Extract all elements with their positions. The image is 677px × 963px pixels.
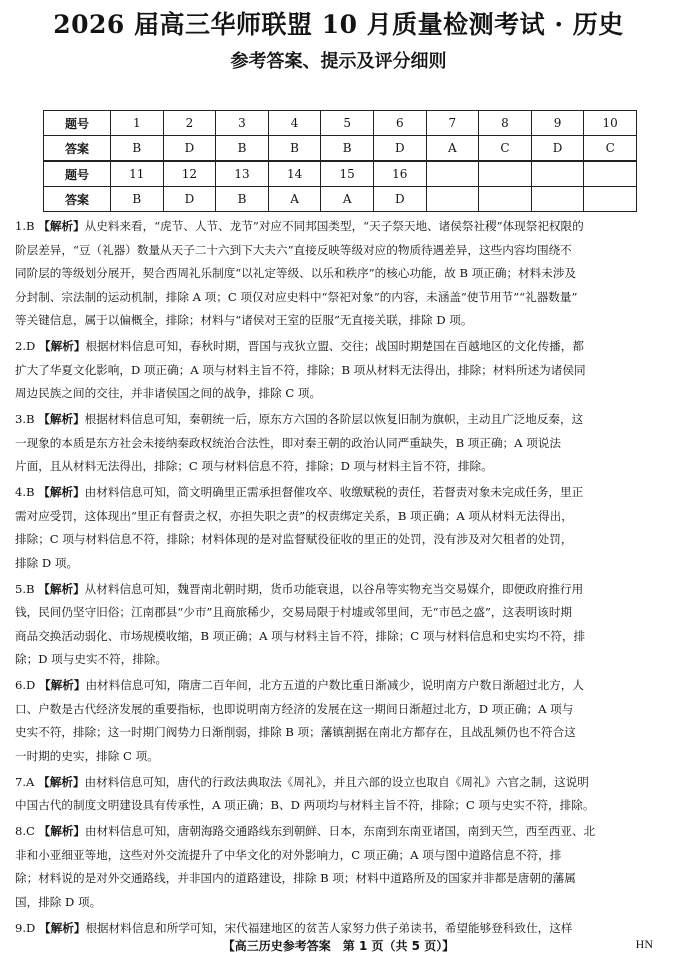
analysis-tag: 【解析】: [39, 339, 86, 353]
analysis-tag: 【解析】: [38, 774, 85, 789]
analysis-tag: 【解析】: [39, 920, 86, 935]
question-answer-prefix: 7.A: [15, 774, 35, 789]
answer-cell: D: [163, 187, 216, 212]
question-answer-prefix: 5.B: [15, 581, 35, 596]
explanation-text: 周边民族之间的交往，并非诸侯国之间的战争，排除 C 项。: [15, 386, 322, 400]
row-header-answer: 答案: [44, 187, 111, 212]
question-number-cell: 11: [111, 161, 164, 187]
question-number-cell: 5: [321, 111, 374, 136]
explanation-line: [15, 455, 653, 479]
answer-cell: A: [426, 136, 479, 162]
answer-cell: [584, 187, 637, 212]
page-footer: 【高三历史参考答案 第 1 页（共 5 页）】: [222, 939, 455, 953]
analysis-tag: 【解析】: [38, 485, 85, 499]
explanation-text: 国，排除 D 项。: [15, 894, 102, 909]
explanation-line: [15, 432, 653, 456]
explanation-item: [15, 215, 653, 333]
explanation-text: 商品交换活动弱化、市场规模收缩，B 项正确；A 项与材料主旨不符，排除；C 项与材料信息和史实均不符，排: [15, 628, 586, 643]
answer-cell: B: [216, 136, 269, 162]
explanation-line: [15, 648, 653, 672]
answer-table-answer-row: [44, 187, 637, 212]
analysis-tag: 【解析】: [38, 824, 86, 838]
question-answer-prefix: 4.B: [15, 485, 35, 499]
analysis-tag: 【解析】: [38, 219, 85, 233]
analysis-tag: 【解析】: [38, 412, 85, 426]
explanation-text: 一现象的本质是东方社会未接纳秦政权统治合法性，即对秦王朝的政治认同严重缺失，B 项正确；A 项说法: [15, 435, 561, 450]
question-number-cell: [531, 161, 584, 187]
question-number-cell: 8: [479, 111, 532, 136]
analysis-tag: 【解析】: [38, 581, 85, 596]
answer-cell: B: [216, 187, 269, 212]
explanation-line: [15, 745, 653, 769]
question-number-cell: [479, 161, 532, 187]
explanation-text: 同阶层的等级划分展开，契合西周礼乐制度“以礼定等级、以乐和秩序”的核心功能，故 B 项正确；材料未涉及: [15, 266, 577, 280]
explanation-line: [15, 309, 653, 333]
answer-cell: B: [268, 136, 321, 162]
answer-table-answer-row: [44, 136, 637, 162]
explanation-text: 史实不符，排除；这一时期门阀势力日渐削弱，排除 B 项；藩镇割据在南北方都存在，且战乱频仍也不符合这: [15, 725, 576, 739]
row-header-number: 题号: [44, 111, 111, 136]
page-title: 2026 届高三华师联盟 10 月质量检测考试 · 历史: [53, 10, 624, 39]
explanation-line: [15, 335, 653, 359]
question-answer-prefix: 2.D: [15, 339, 36, 353]
page-subtitle: 参考答案、提示及评分细则: [230, 51, 447, 72]
question-number-cell: 3: [216, 111, 269, 136]
explanation-text: 由材料信息可知，唐代的行政法典取法《周礼》，并且六部的设立也取自《周礼》六官之制，这说明: [84, 774, 589, 789]
answer-cell: D: [531, 136, 584, 162]
answer-cell: [426, 187, 479, 212]
explanation-item: [15, 578, 653, 672]
explanation-text: 除；D 项与史实不符，排除。: [15, 652, 168, 666]
question-number-cell: 2: [163, 111, 216, 136]
explanation-line: [15, 262, 653, 286]
explanation-item: [15, 820, 653, 914]
explanation-item: [15, 771, 653, 818]
answer-cell: D: [373, 136, 426, 162]
answer-cell: B: [111, 187, 164, 212]
question-number-cell: 15: [321, 161, 374, 187]
explanation-text: 一时期的史实，排除 C 项。: [15, 748, 159, 763]
explanation-text: 由材料信息可知，唐朝海路交通路线东到朝鲜、日本，东南到东南亚诸国，南到天竺，西至西亚、北: [85, 824, 596, 838]
region-code: HN: [635, 937, 653, 951]
question-answer-prefix: 3.B: [15, 412, 35, 426]
explanation-text: 根据材料信息和所学可知，宋代福建地区的贫苦人家努力供子弟读书，希望能够登科致仕，这样: [85, 920, 573, 935]
explanation-text: 排除 D 项。: [15, 555, 79, 570]
question-number-cell: [426, 161, 479, 187]
explanation-line: [15, 215, 653, 239]
explanation-item: [15, 674, 653, 768]
explanation-text: 由材料信息可知，隋唐二百年间，北方五道的户数比重日渐减少，说明南方户数日渐超过北方，人: [85, 678, 584, 692]
explanation-text: 从史料来看，“虎节、人节、龙节”对应不同邦国类型，“天子祭天地、诸侯祭社稷”体现祭祀权限的: [84, 219, 584, 233]
question-number-cell: 13: [216, 161, 269, 187]
explanation-line: [15, 844, 653, 868]
row-header-answer: 答案: [44, 136, 111, 162]
question-answer-prefix: 8.C: [15, 824, 35, 838]
question-number-cell: 4: [268, 111, 321, 136]
answer-cell: C: [584, 136, 637, 162]
question-number-cell: 9: [531, 111, 584, 136]
question-answer-prefix: 9.D: [15, 920, 36, 935]
explanation-text: 中国古代的制度文明建设具有传承性，A 项正确；B、D 两项均与材料主旨不符，排除；C 项与史实不符，排除。: [15, 798, 595, 812]
explanation-text: 非和小亚细亚等地，这些对外交流提升了中华文化的对外影响力，C 项正确；A 项与图中道路信息不符，排: [15, 847, 562, 862]
answer-cell: A: [268, 187, 321, 212]
explanation-line: [15, 771, 653, 795]
explanation-line: [15, 867, 653, 891]
question-number-cell: 1: [111, 111, 164, 136]
answer-cell: A: [321, 187, 374, 212]
answer-table-number-row: [44, 111, 637, 136]
explanation-line: [15, 505, 653, 529]
explanation-item: [15, 335, 653, 406]
explanation-text: 分封制、宗法制的运动机制，排除 A 项；C 项仅对应史料中“祭祀对象”的内容，未涵盖“使节用节”“礼器数量”: [15, 289, 578, 304]
explanation-line: [15, 820, 653, 844]
explanation-text: 阶层差异，“豆（礼器）数量从天子二十六到下大夫六”直接反映等级对应的物质待遇差异，这些内容均围绕不: [15, 242, 572, 257]
explanation-text: 根据材料信息可知，春秋时期，晋国与戎狄立盟、交往；战国时期楚国在百越地区的文化传播，都: [85, 339, 584, 353]
question-number-cell: 10: [584, 111, 637, 136]
answer-cell: D: [163, 136, 216, 162]
explanation-text: 扩大了华夏文化影响，D 项正确；A 项与材料主旨不符，排除；B 项从材料无法得出，排除；材料所述为诸侯同: [15, 362, 586, 377]
explanation-text: 需对应受罚，这体现出“里正有督责之权，亦担失职之责”的权责绑定关系，B 项正确；A 项从材料无法得出，: [15, 508, 573, 523]
question-answer-prefix: 1.B: [15, 219, 35, 233]
question-number-cell: 6: [373, 111, 426, 136]
answer-table: [43, 110, 637, 212]
explanation-line: [15, 552, 653, 576]
explanation-line: [15, 674, 653, 698]
question-number-cell: 16: [373, 161, 426, 187]
explanation-line: [15, 891, 653, 915]
explanation-text: 除；材料说的是对外交通路线，并非国内的道路建设，排除 B 项；材料中道路所及的国家并非都是唐朝的藩属: [15, 871, 576, 885]
question-answer-prefix: 6.D: [15, 678, 36, 692]
answer-cell: B: [111, 136, 164, 162]
explanation-text: 片面，且从材料无法得出，排除；C 项与材料信息不符，排除；D 项与材料主旨不符，排除。: [15, 459, 493, 473]
explanation-line: [15, 578, 653, 602]
explanation-line: [15, 625, 653, 649]
explanation-line: [15, 698, 653, 722]
explanation-line: [15, 601, 653, 625]
answer-cell: [479, 187, 532, 212]
answer-table-number-row: [44, 161, 637, 187]
answer-cell: [531, 187, 584, 212]
explanation-line: [15, 359, 653, 383]
question-number-cell: [584, 161, 637, 187]
answer-cell: C: [479, 136, 532, 162]
explanation-line: [15, 286, 653, 310]
explanation-text: 从材料信息可知，魏晋南北朝时期，货币功能衰退，以谷帛等实物充当交易媒介，即便政府推行用: [84, 581, 584, 596]
row-header-number: 题号: [44, 161, 111, 187]
explanation-item: [15, 481, 653, 575]
explanation-text: 由材料信息可知，简文明确里正需承担督催攻卒、收缴赋税的责任，若督责对象未完成任务，里正: [84, 485, 584, 499]
explanation-item: [15, 408, 653, 479]
explanation-line: [15, 239, 653, 263]
explanation-text: 口、户数是古代经济发展的重要指标，也即说明南方经济的发展在这一期间日渐超过北方，D 项正确；A 项与: [15, 701, 574, 716]
explanation-line: [15, 382, 653, 406]
answer-cell: D: [373, 187, 426, 212]
explanation-line: [15, 481, 653, 505]
question-number-cell: 12: [163, 161, 216, 187]
explanations: [15, 215, 653, 943]
explanation-line: [15, 794, 653, 818]
question-number-cell: 14: [268, 161, 321, 187]
explanation-text: 排除；C 项与材料信息不符，排除；材料体现的是对监督赋役征收的里正的处罚，没有涉及对欠租者的处罚，: [15, 532, 573, 546]
analysis-tag: 【解析】: [39, 678, 86, 692]
answer-cell: B: [321, 136, 374, 162]
question-number-cell: 7: [426, 111, 479, 136]
explanation-line: [15, 721, 653, 745]
explanation-line: [15, 528, 653, 552]
explanation-text: 根据材料信息可知，秦朝统一后，原东方六国的各阶层以恢复旧制为旗帜，主动且广泛地反秦，这: [84, 412, 584, 426]
explanation-text: 等关键信息，属于以偏概全，排除；材料与“诸侯对王室的臣服”无直接关联，排除 D 项。: [15, 313, 473, 327]
explanation-text: 钱，民间仍坚守旧俗；江南郡县“少市”且商旅稀少，交易局限于村墟或邻里间，无“市邑之盛”，这表明该时期: [15, 605, 573, 619]
explanation-line: [15, 408, 653, 432]
